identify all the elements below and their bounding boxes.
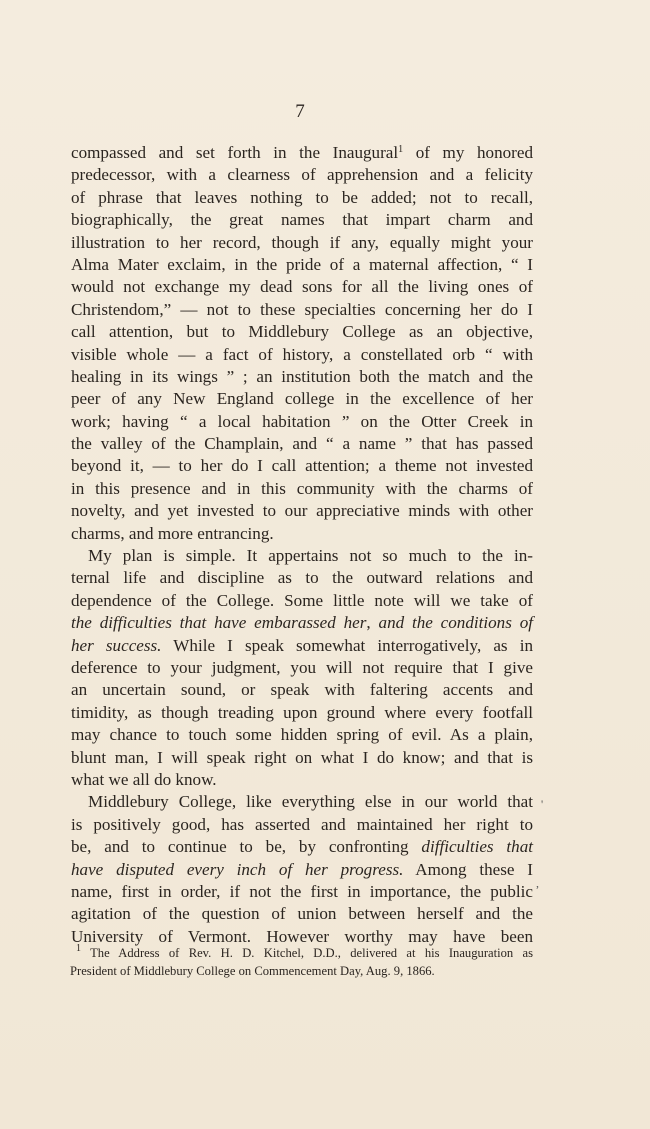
body-line <box>71 411 533 433</box>
body-line <box>71 791 533 813</box>
text-segment: timidity, as though treading upon ground where every footfall <box>71 702 533 722</box>
body-line <box>71 209 533 231</box>
footnote-marker: 1 <box>76 943 81 954</box>
text-segment: name, first in order, if not the first in importance, the public <box>71 881 533 901</box>
body-line <box>71 679 533 701</box>
body-line <box>71 232 533 254</box>
margin-mark: ' <box>541 797 544 811</box>
body-line <box>71 388 533 410</box>
text-segment: While I speak somewhat interrogatively, as in <box>161 635 533 655</box>
text-segment: The Address of Rev. H. D. Kitchel, D.D., delivered at his Inauguration as <box>81 946 533 960</box>
body-line <box>71 814 533 836</box>
body-line <box>71 769 533 791</box>
body-line <box>71 836 533 858</box>
text-segment: novelty, and yet invested to our appreciative minds with other <box>71 501 533 521</box>
footnote-marker: 1 <box>398 144 404 155</box>
body-line <box>71 747 533 769</box>
body-line <box>71 455 533 477</box>
text-segment: Christendom,” — not to these specialties concerning her do I <box>71 299 533 319</box>
body-line <box>71 859 533 881</box>
text-segment: Among these I <box>403 859 533 879</box>
body-line <box>71 657 533 679</box>
text-segment: visible whole — a fact of history, a constellated orb “ with <box>71 344 533 364</box>
margin-mark: , <box>536 876 539 890</box>
text-segment: work; having “ a local habitation ” on the Otter Creek in <box>71 411 533 431</box>
italic-text: and the conditions of <box>378 613 533 633</box>
body-line <box>71 702 533 724</box>
body-line <box>71 500 533 522</box>
text-segment: University of Vermont. However worthy may have been <box>71 926 533 946</box>
text-segment: Middlebury College, like everything else in our world that <box>88 792 533 812</box>
text-segment: charms, and more entrancing. <box>71 523 274 543</box>
text-segment: compassed and set forth in the Inaugural <box>71 143 399 162</box>
text-segment: dependence of the College. Some little note will we take of <box>71 590 533 610</box>
text-segment: is positively good, has asserted and maintained her right to <box>71 814 533 834</box>
page-number: 7 <box>295 101 305 122</box>
text-segment: Alma Mater exclaim, in the pride of a maternal affection, “ I <box>71 254 533 274</box>
body-line <box>71 276 533 298</box>
body-line <box>71 344 533 366</box>
text-segment: beyond it, — to her do I call attention; a theme not invested <box>71 456 533 476</box>
text-segment: an uncertain sound, or speak with faltering accents and <box>71 680 533 700</box>
body-line <box>71 366 533 388</box>
text-segment: biographically, the great names that impart charm and <box>71 210 533 230</box>
body-line <box>71 433 533 455</box>
body-line <box>71 590 533 612</box>
text-segment: predecessor, with a clearness of apprehension and a felicity <box>71 165 533 185</box>
text-segment: , <box>366 613 379 633</box>
text-segment: in this presence and in this community with the charms of <box>71 478 533 498</box>
text-segment: deference to your judgment, you will not require that I give <box>71 657 533 677</box>
italic-text: difficulties that <box>421 837 534 857</box>
text-segment: President of Middlebury College on Commencement Day, Aug. 9, 1866. <box>70 964 435 978</box>
body-line <box>71 254 533 276</box>
body-line <box>71 321 533 343</box>
body-line <box>71 142 533 164</box>
text-segment: My plan is simple. It appertains not so much to the in- <box>88 546 533 566</box>
text-segment: illustration to her record, though if any, equally might your <box>71 232 533 252</box>
footnotes <box>70 944 533 980</box>
text-segment: would not exchange my dead sons for all the living ones of <box>71 277 533 297</box>
body-line <box>71 478 533 500</box>
body-line <box>71 299 533 321</box>
italic-text: her success. <box>71 635 162 655</box>
body-line <box>71 903 533 925</box>
text-segment: of phrase that leaves nothing to be added; not to recall, <box>71 187 533 207</box>
body-line <box>71 635 533 657</box>
body-line <box>71 545 533 567</box>
italic-text: the difficulties that have embarassed her <box>71 613 367 633</box>
footnote-line <box>70 962 533 980</box>
body-line <box>71 164 533 186</box>
body-text <box>71 142 533 948</box>
body-line <box>71 187 533 209</box>
body-line <box>71 881 533 903</box>
footnote-line <box>70 944 533 962</box>
text-segment: be, and to continue to be, by confronting <box>71 837 422 857</box>
italic-text: have disputed every inch of her progress. <box>71 859 404 879</box>
text-segment: blunt man, I will speak right on what I do know; and that is <box>71 747 533 767</box>
text-segment: of my honored <box>403 143 533 162</box>
text-segment: what we all do know. <box>71 769 217 789</box>
text-segment: may chance to touch some hidden spring of evil. As a plain, <box>71 725 533 745</box>
text-segment: peer of any New England college in the excellence of her <box>71 389 533 409</box>
body-line <box>71 612 533 634</box>
text-segment: agitation of the question of union between herself and the <box>71 904 533 924</box>
body-line <box>71 523 533 545</box>
body-line <box>71 724 533 746</box>
text-segment: call attention, but to Middlebury College as an objective, <box>71 322 533 342</box>
text-segment: healing in its wings ” ; an institution both the match and the <box>71 366 533 386</box>
body-line <box>71 567 533 589</box>
text-segment: the valley of the Champlain, and “ a name ” that has passed <box>71 434 533 454</box>
text-segment: ternal life and discipline as to the outward relations and <box>71 568 533 588</box>
